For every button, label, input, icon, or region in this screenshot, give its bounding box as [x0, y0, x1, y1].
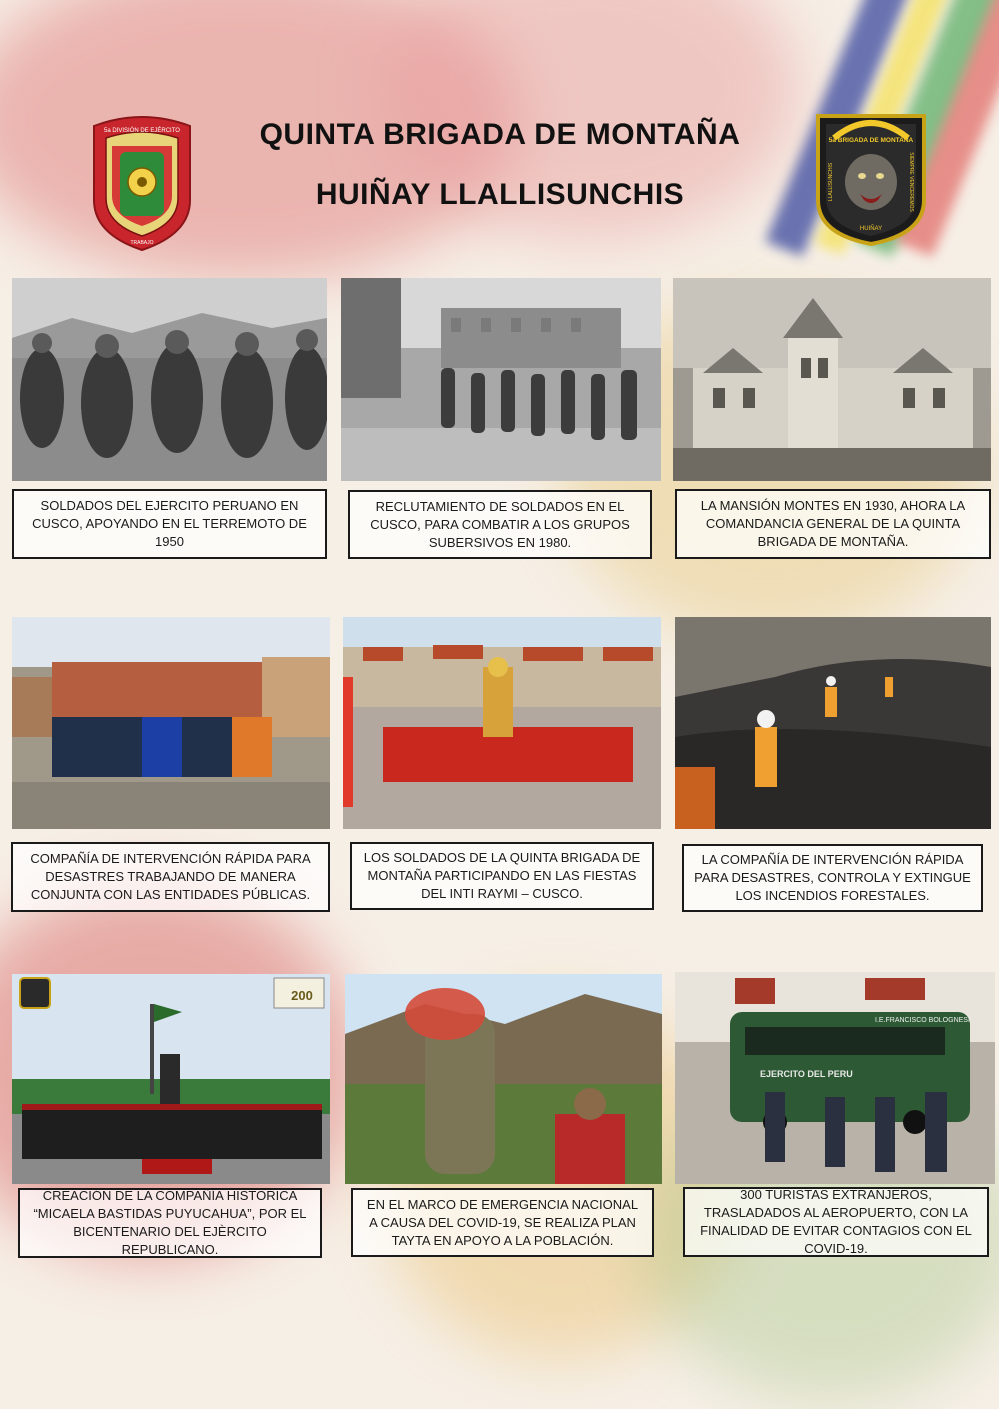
bus-front-label: I.E.FRANCISCO BOLOGNESI: [875, 1017, 970, 1024]
page-title-line1: QUINTA BRIGADA DE MONTAÑA: [259, 118, 741, 151]
bicentennial-badge-text: 200: [291, 988, 313, 1003]
right-emblem: [812, 108, 930, 246]
right-emblem-right-text: SIEMPRE VENCEREMOS: [908, 152, 914, 212]
bus-side-label: EJERCITO DEL PERU: [760, 1069, 853, 1079]
caption-7: CREACIÓN DE LA COMPAÑÍA HISTORICA “MICAELA BASTIDAS PUYUCAHUA”, POR EL BICENTENARIO DEL EJÈRCITO REPUBLICANO.: [18, 1188, 322, 1258]
left-emblem-ring-text: 5a DIVISIÓN DE EJÉRCITO: [104, 128, 180, 134]
caption-2: RECLUTAMIENTO DE SOLDADOS EN EL CUSCO, PARA COMBATIR A LOS GRUPOS SUBERSIVOS EN 1980.: [348, 490, 652, 559]
photo-recruitment-1980: [341, 278, 661, 481]
right-emblem-top-text: 5a BRIGADA DE MONTAÑA: [828, 137, 914, 144]
photo-plan-tayta: [345, 974, 662, 1184]
photo-mansion-montes-1930: [673, 278, 991, 481]
caption-1: SOLDADOS DEL EJERCITO PERUANO EN CUSCO, APOYANDO EN EL TERREMOTO DE 1950: [12, 489, 327, 559]
caption-8: EN EL MARCO DE EMERGENCIA NACIONAL A CAUSA DEL COVID-19, SE REALIZA PLAN TAYTA EN APOYO A LA POBLACIÓN.: [351, 1188, 654, 1257]
left-emblem-bottom-text: TRABAJO: [130, 240, 154, 246]
caption-4: COMPAÑÍA DE INTERVENCIÓN RÁPIDA PARA DESASTRES TRABAJANDO DE MANERA CONJUNTA CON LAS ENTIDADES PÚBLICAS.: [11, 842, 330, 912]
photo-soldiers-earthquake-1950: [12, 278, 327, 481]
page-title-line2: HUIÑAY LLALLISUNCHIS: [315, 178, 685, 211]
left-emblem: [86, 112, 198, 254]
photo-micaela-bastidas-company: [12, 974, 330, 1184]
caption-3: LA MANSIÓN MONTES EN 1930, AHORA LA COMANDANCIA GENERAL DE LA QUINTA BRIGADA DE MONTAÑA.: [675, 489, 991, 559]
right-emblem-bottom-text: HUIÑAY: [859, 226, 883, 232]
right-emblem-left-text: LLALLISUNCHIS: [828, 162, 834, 202]
photo-inti-raymi: [343, 617, 661, 829]
photo-forest-fire: [675, 617, 991, 829]
photo-rapid-response-plaza: [12, 617, 330, 829]
caption-6: LA COMPAÑÍA DE INTERVENCIÓN RÁPIDA PARA DESASTRES, CONTROLA Y EXTINGUE LOS INCENDIOS FORESTALES.: [682, 844, 983, 912]
caption-5: LOS SOLDADOS DE LA QUINTA BRIGADA DE MONTAÑA PARTICIPANDO EN LAS FIESTAS DEL INTI RAYMI – CUSCO.: [350, 842, 654, 910]
photo-tourists-bus: [675, 972, 995, 1184]
caption-9: 300 TURISTAS EXTRANJEROS, TRASLADADOS AL AEROPUERTO, CON LA FINALIDAD DE EVITAR CONTAGIOS CON EL COVID-19.: [683, 1187, 989, 1257]
